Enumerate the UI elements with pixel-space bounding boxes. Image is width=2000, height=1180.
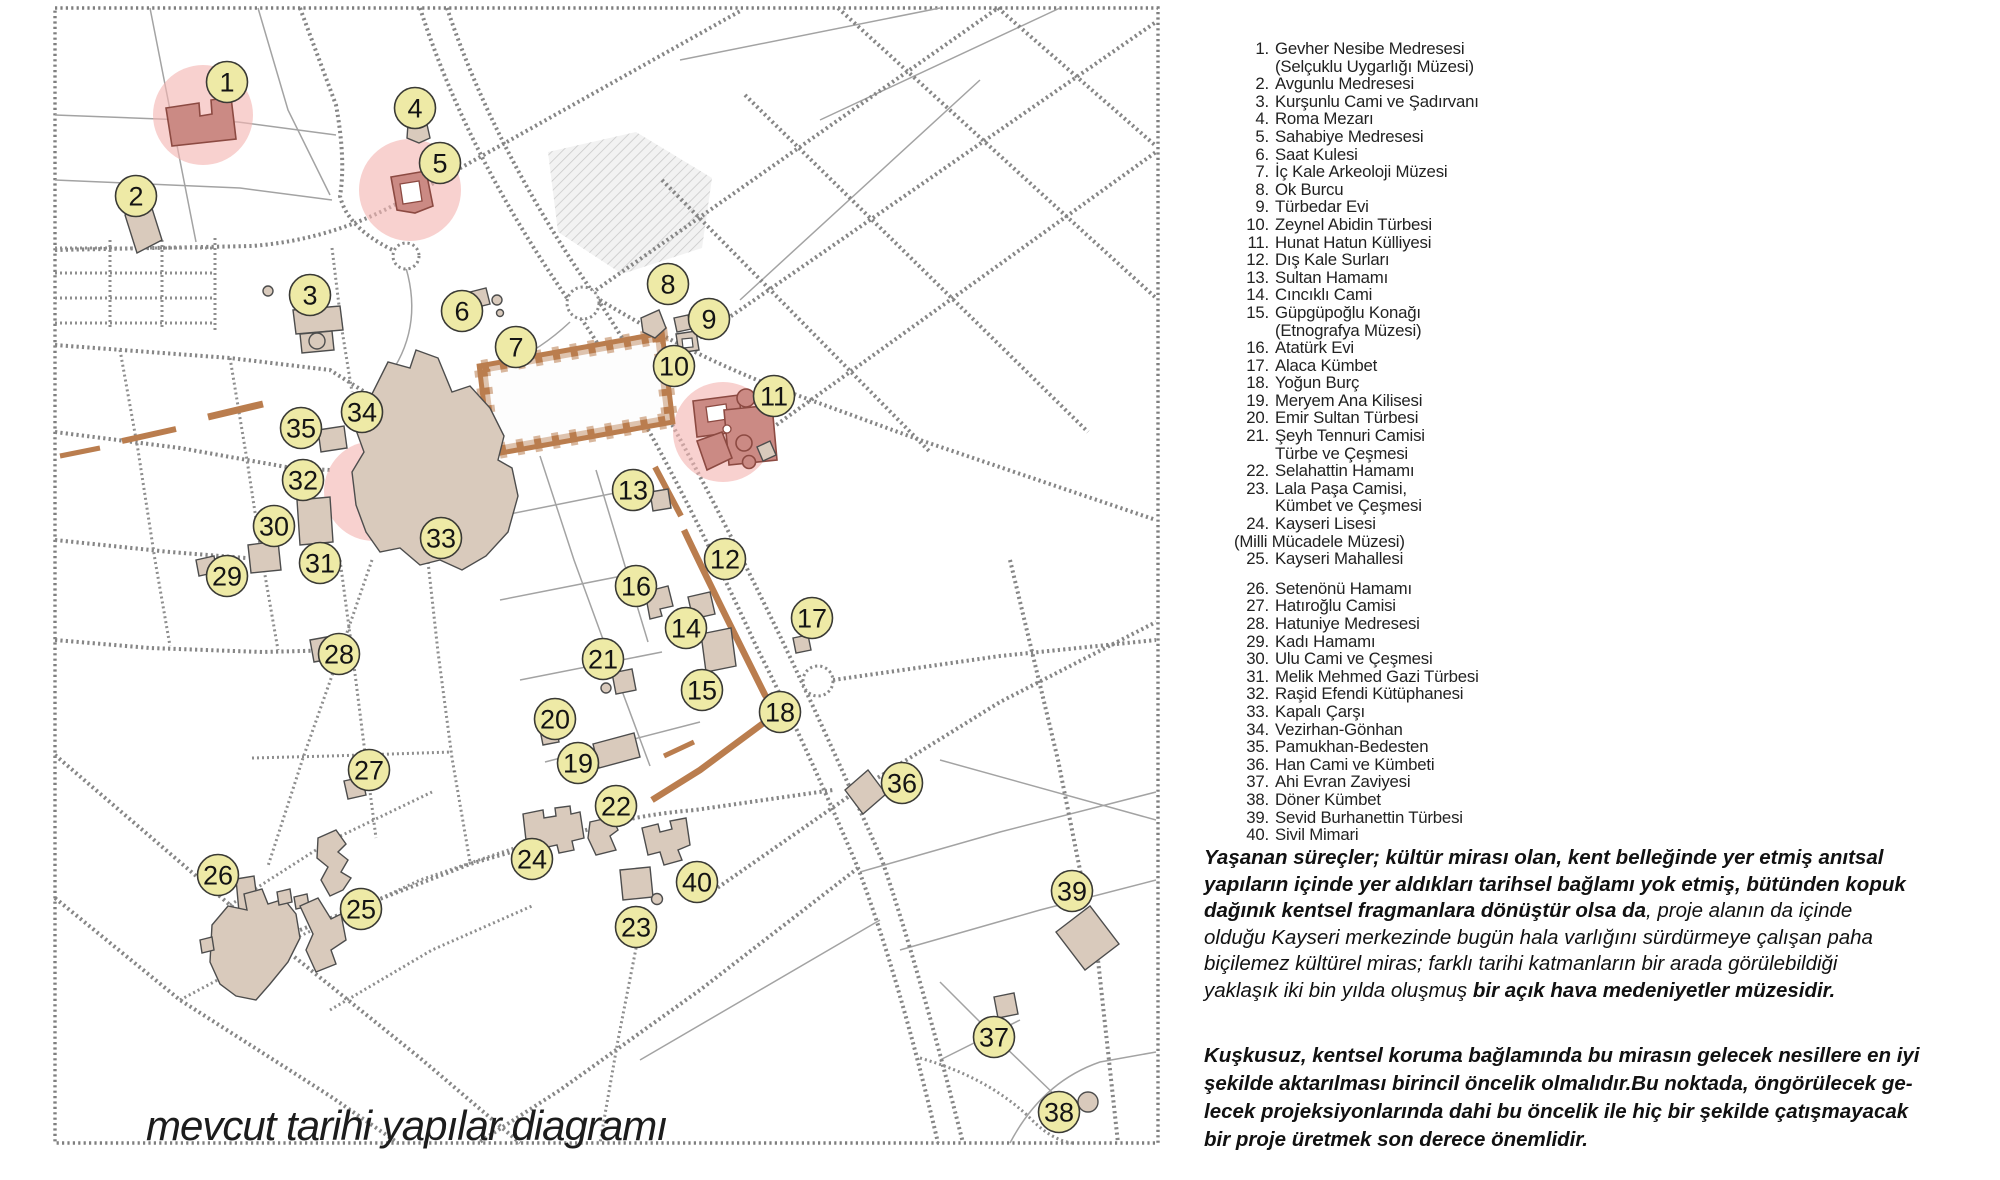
legend-item-label: Döner Kümbet <box>1275 789 1381 809</box>
map-marker-number: 36 <box>886 768 918 799</box>
map-marker-number: 13 <box>617 475 649 506</box>
legend-item <box>1238 392 1628 410</box>
map-marker-number: 24 <box>516 844 548 875</box>
legend-item-label: Gevher Nesibe Medresesi <box>1275 39 1465 58</box>
legend-item <box>1238 234 1628 252</box>
map-marker-number: 21 <box>587 644 619 675</box>
legend-item-label: Setenönü Hamamı <box>1275 578 1412 598</box>
map-marker-number: 22 <box>600 791 632 822</box>
map-marker-number: 5 <box>432 148 448 179</box>
legend-item-number <box>1238 322 1269 340</box>
legend-item <box>1238 216 1628 234</box>
legend-item-label: Yoğun Burç <box>1275 373 1360 393</box>
legend-item-cont <box>1234 533 1628 551</box>
commentary-line: biçilemez kültürel miras; farklı tarihi katmanların bir arada görülebildiği <box>1204 952 1838 975</box>
legend-item-number: 15. <box>1246 302 1269 322</box>
legend-item <box>1238 703 1628 721</box>
legend-item <box>1238 40 1628 58</box>
legend-item-number: 13. <box>1246 267 1269 287</box>
legend-item-cont <box>1238 497 1628 515</box>
legend-item-label: Dış Kale Surları <box>1275 250 1390 270</box>
map-marker-number: 11 <box>759 381 789 412</box>
map-marker-number: 20 <box>539 704 571 735</box>
legend-item-label: Emir Sultan Türbesi <box>1275 408 1419 428</box>
legend-item-label: Ok Burcu <box>1275 179 1344 199</box>
legend-item-label: Hunat Hatun Külliyesi <box>1275 232 1432 252</box>
legend-item-label: Kayseri Lisesi <box>1275 514 1376 534</box>
legend-item <box>1238 773 1628 791</box>
legend-item <box>1238 721 1628 739</box>
legend-item-label: Kümbet ve Çeşmesi <box>1275 496 1422 516</box>
legend-item-number: 22. <box>1246 461 1269 481</box>
commentary-line: lecek projeksiyonlarında dahi bu öncelik ile hiç bir şekilde çatışmayacak <box>1204 1100 1909 1123</box>
legend-item-label: Güpgüpoğlu Konağı <box>1275 302 1421 322</box>
commentary-line: olduğu Kayseri merkezinde bugün hala varlığını sürdürmeye çalışan paha <box>1204 925 1873 949</box>
legend-item-label: Roma Mezarı <box>1275 109 1374 129</box>
legend-item <box>1238 650 1628 668</box>
legend-item <box>1238 146 1628 164</box>
map-marker-number: 3 <box>302 280 318 311</box>
legend-item-label: Zeynel Abidin Türbesi <box>1275 214 1432 234</box>
legend-item <box>1238 304 1628 322</box>
commentary-line: yapıların içinde yer aldıkları tarihsel bağlamı yok etmiş, bütünden kopuk <box>1204 872 1906 896</box>
map-marker-number: 9 <box>701 304 717 335</box>
map-marker-number: 31 <box>304 548 336 579</box>
commentary-line: bir proje üretmek son derece önemlidir. <box>1204 1128 1588 1151</box>
map-marker-number: 39 <box>1056 876 1088 907</box>
legend-item-number: 12. <box>1246 250 1269 270</box>
legend-item-label: Alaca Kümbet <box>1275 355 1378 375</box>
legend-item-number: 40. <box>1246 825 1269 845</box>
legend-item-number: 16. <box>1246 338 1269 358</box>
map-marker-number: 12 <box>709 544 741 575</box>
legend-item-number: 1. <box>1255 39 1269 58</box>
legend-item-number: 3. <box>1255 91 1269 111</box>
legend-item-label: Avgunlu Medresesi <box>1275 74 1415 94</box>
legend-item-label: Ahi Evran Zaviyesi <box>1275 772 1411 792</box>
map-marker-number: 18 <box>764 697 796 728</box>
legend-item-number: 26. <box>1246 578 1269 598</box>
legend-item-number: 17. <box>1246 355 1269 375</box>
map-marker-number: 10 <box>658 351 690 382</box>
legend-item-label: Sivil Mimari <box>1275 825 1359 845</box>
legend-item-label: Kayseri Mahallesi <box>1275 549 1404 569</box>
legend-item-label: Türbe ve Çeşmesi <box>1275 443 1408 463</box>
legend-item-label: Şeyh Tennuri Camisi <box>1275 426 1425 446</box>
legend-item <box>1238 633 1628 651</box>
map-marker-number: 17 <box>796 603 828 634</box>
legend-item <box>1238 357 1628 375</box>
map-marker-number: 1 <box>219 67 235 98</box>
map-marker-number: 33 <box>425 523 457 554</box>
commentary-line: Yaşanan süreçler; kültür mirası olan, kent belleğinde yer etmiş anıtsal <box>1204 846 1884 869</box>
map-marker-number: 14 <box>670 613 702 644</box>
legend-item-number: 21. <box>1246 426 1269 446</box>
commentary-line: yaklaşık iki bin yılda oluşmuş bir açık hava medeniyetler müzesidir. <box>1204 978 1836 1002</box>
legend-item-number: 35. <box>1246 737 1269 757</box>
legend-item-number: 28. <box>1246 614 1269 633</box>
map-marker-number: 34 <box>346 397 378 428</box>
legend-item <box>1238 128 1628 146</box>
legend-item-number: 34. <box>1246 719 1269 739</box>
legend-item-number: 5. <box>1255 126 1269 146</box>
legend-item-number: 2. <box>1255 74 1269 94</box>
legend-item-label: (Selçuklu Uygarlığı Müzesi) <box>1275 56 1474 76</box>
legend-item <box>1238 269 1628 287</box>
legend-item <box>1238 286 1628 304</box>
legend-item-number: 39. <box>1246 807 1269 827</box>
legend-item <box>1238 75 1628 93</box>
legend-item <box>1238 198 1628 216</box>
legend-item <box>1238 615 1628 633</box>
legend-item-label: Pamukhan-Bedesten <box>1275 737 1429 757</box>
legend-list <box>1234 39 1628 845</box>
legend-item-label: Han Cami ve Kümbeti <box>1275 754 1435 774</box>
legend-item <box>1238 110 1628 128</box>
legend-item-number <box>1238 445 1269 463</box>
legend-item-label: Sahabiye Medresesi <box>1275 126 1424 146</box>
legend-item-cont <box>1238 58 1628 76</box>
legend-item-label: Atatürk Evi <box>1275 338 1354 358</box>
map-marker-number: 6 <box>454 296 470 327</box>
legend-item-cont <box>1238 322 1628 340</box>
legend-item <box>1238 738 1628 756</box>
legend-item-label: Raşid Efendi Kütüphanesi <box>1275 684 1464 704</box>
legend-item-label: Saat Kulesi <box>1275 144 1358 164</box>
legend-item-number: 20. <box>1246 408 1269 428</box>
map-marker-number: 37 <box>978 1022 1010 1053</box>
map-marker-number: 26 <box>202 860 234 891</box>
legend-item-number: 29. <box>1246 631 1269 651</box>
legend-item <box>1238 93 1628 111</box>
map-marker-number: 28 <box>323 639 355 670</box>
legend-item-number: 14. <box>1246 285 1269 305</box>
legend-item <box>1238 550 1628 568</box>
legend-item-number: 33. <box>1246 701 1269 721</box>
legend-item-number: 6. <box>1255 144 1269 164</box>
legend-item-number: 11. <box>1247 232 1269 252</box>
map-title: mevcut tarihi yapılar diagramı <box>146 1102 667 1149</box>
map-marker-number: 4 <box>407 93 423 124</box>
legend-item-label: (Milli Mücadele Müzesi) <box>1234 531 1405 551</box>
legend-item-number <box>1238 497 1269 515</box>
bedesten-bar <box>208 404 263 417</box>
legend-item-label: Lala Paşa Camisi, <box>1275 478 1407 498</box>
legend-item-number: 32. <box>1246 684 1269 704</box>
legend-item-number: 18. <box>1246 373 1269 393</box>
legend-item-label: (Etnografya Müzesi) <box>1275 320 1422 340</box>
legend-item-label: Melik Mehmed Gazi Türbesi <box>1275 666 1479 686</box>
commentary <box>1204 845 1994 1154</box>
legend-item-label: Kurşunlu Cami ve Şadırvanı <box>1275 91 1479 111</box>
map-marker-number: 23 <box>620 912 652 943</box>
legend-item <box>1238 668 1628 686</box>
legend-item-label: Kadı Hamamı <box>1275 631 1376 651</box>
map-marker-number: 16 <box>620 571 652 602</box>
legend-item-number: 10. <box>1246 214 1269 234</box>
legend-item <box>1238 427 1628 445</box>
legend-item <box>1238 515 1628 533</box>
map-marker-number: 32 <box>287 465 319 496</box>
map-marker-number: 7 <box>508 332 524 363</box>
commentary-line: Kuşkusuz, kentsel koruma bağlamında bu mirasın gelecek nesillere en iyi <box>1204 1044 1920 1067</box>
legend-item-number: 27. <box>1246 596 1269 616</box>
legend-item <box>1238 791 1628 809</box>
map-marker-number: 30 <box>258 511 290 542</box>
legend-item-label: Hatuniye Medresesi <box>1275 614 1420 633</box>
legend-item-label: Kapalı Çarşı <box>1275 701 1365 721</box>
legend-item <box>1238 181 1628 199</box>
legend-item-number: 4. <box>1255 109 1269 129</box>
commentary-paragraph-2 <box>1204 1042 1994 1154</box>
legend-item-label: Sultan Hamamı <box>1275 267 1389 287</box>
legend-item <box>1238 756 1628 774</box>
legend-item-number: 31. <box>1246 666 1269 686</box>
legend-item-label: Hatıroğlu Camisi <box>1275 596 1396 616</box>
map-marker-number: 27 <box>353 755 385 786</box>
legend-item-label: Vezirhan-Gönhan <box>1275 719 1403 739</box>
legend-item-label: Selahattin Hamamı <box>1275 461 1415 481</box>
map-marker-number: 25 <box>345 894 377 925</box>
legend-item-label: Türbedar Evi <box>1275 197 1369 217</box>
legend-item <box>1238 809 1628 827</box>
legend-item <box>1238 597 1628 615</box>
legend-item <box>1238 685 1628 703</box>
map-marker-number: 8 <box>660 269 676 300</box>
commentary-line: şekilde aktarılması birincil öncelik olmalıdır.Bu noktada, öngörülecek ge- <box>1204 1072 1913 1095</box>
legend-item <box>1238 462 1628 480</box>
map-marker-number: 2 <box>128 181 144 212</box>
legend-item <box>1238 163 1628 181</box>
map-marker-number: 35 <box>285 413 317 444</box>
legend-item <box>1238 409 1628 427</box>
map-marker-number: 19 <box>562 748 594 779</box>
legend-item-number: 23. <box>1246 478 1269 498</box>
legend-item-number <box>1238 58 1269 76</box>
map-marker-number: 29 <box>211 561 243 592</box>
legend-item-label: Sevid Burhanettin Türbesi <box>1275 807 1463 827</box>
legend-item-number: 30. <box>1246 649 1269 669</box>
legend-item-label: Meryem Ana Kilisesi <box>1275 390 1423 410</box>
legend-item-label: İç Kale Arkeoloji Müzesi <box>1275 162 1448 182</box>
legend-item <box>1238 826 1628 844</box>
legend-item-number: 7. <box>1255 162 1269 182</box>
legend-item <box>1238 374 1628 392</box>
legend-item-number: 9. <box>1255 197 1269 217</box>
legend-item-number: 36. <box>1246 754 1269 774</box>
map-marker-number: 40 <box>681 867 713 898</box>
legend-item-cont <box>1238 445 1628 463</box>
legend-item-label: Ulu Cami ve Çeşmesi <box>1275 649 1433 669</box>
legend-item-number: 24. <box>1246 514 1269 534</box>
legend-item <box>1238 580 1628 598</box>
legend-item <box>1238 480 1628 498</box>
legend-item <box>1238 251 1628 269</box>
legend-item-number: 38. <box>1246 789 1269 809</box>
commentary-paragraph-1 <box>1204 845 1994 1004</box>
commentary-line: dağınık kentsel fragmanlara dönüştür olsa da, proje alanın da içinde <box>1204 899 1853 922</box>
map-marker-number: 38 <box>1043 1097 1075 1128</box>
map-marker-number: 15 <box>686 675 718 706</box>
legend-item-number: 25. <box>1246 549 1269 569</box>
legend-item-number: 37. <box>1246 772 1269 792</box>
legend-item-label: Cıncıklı Cami <box>1275 285 1373 305</box>
legend-item <box>1238 339 1628 357</box>
legend-item-number: 8. <box>1255 179 1269 199</box>
legend-item-number: 19. <box>1246 390 1269 410</box>
